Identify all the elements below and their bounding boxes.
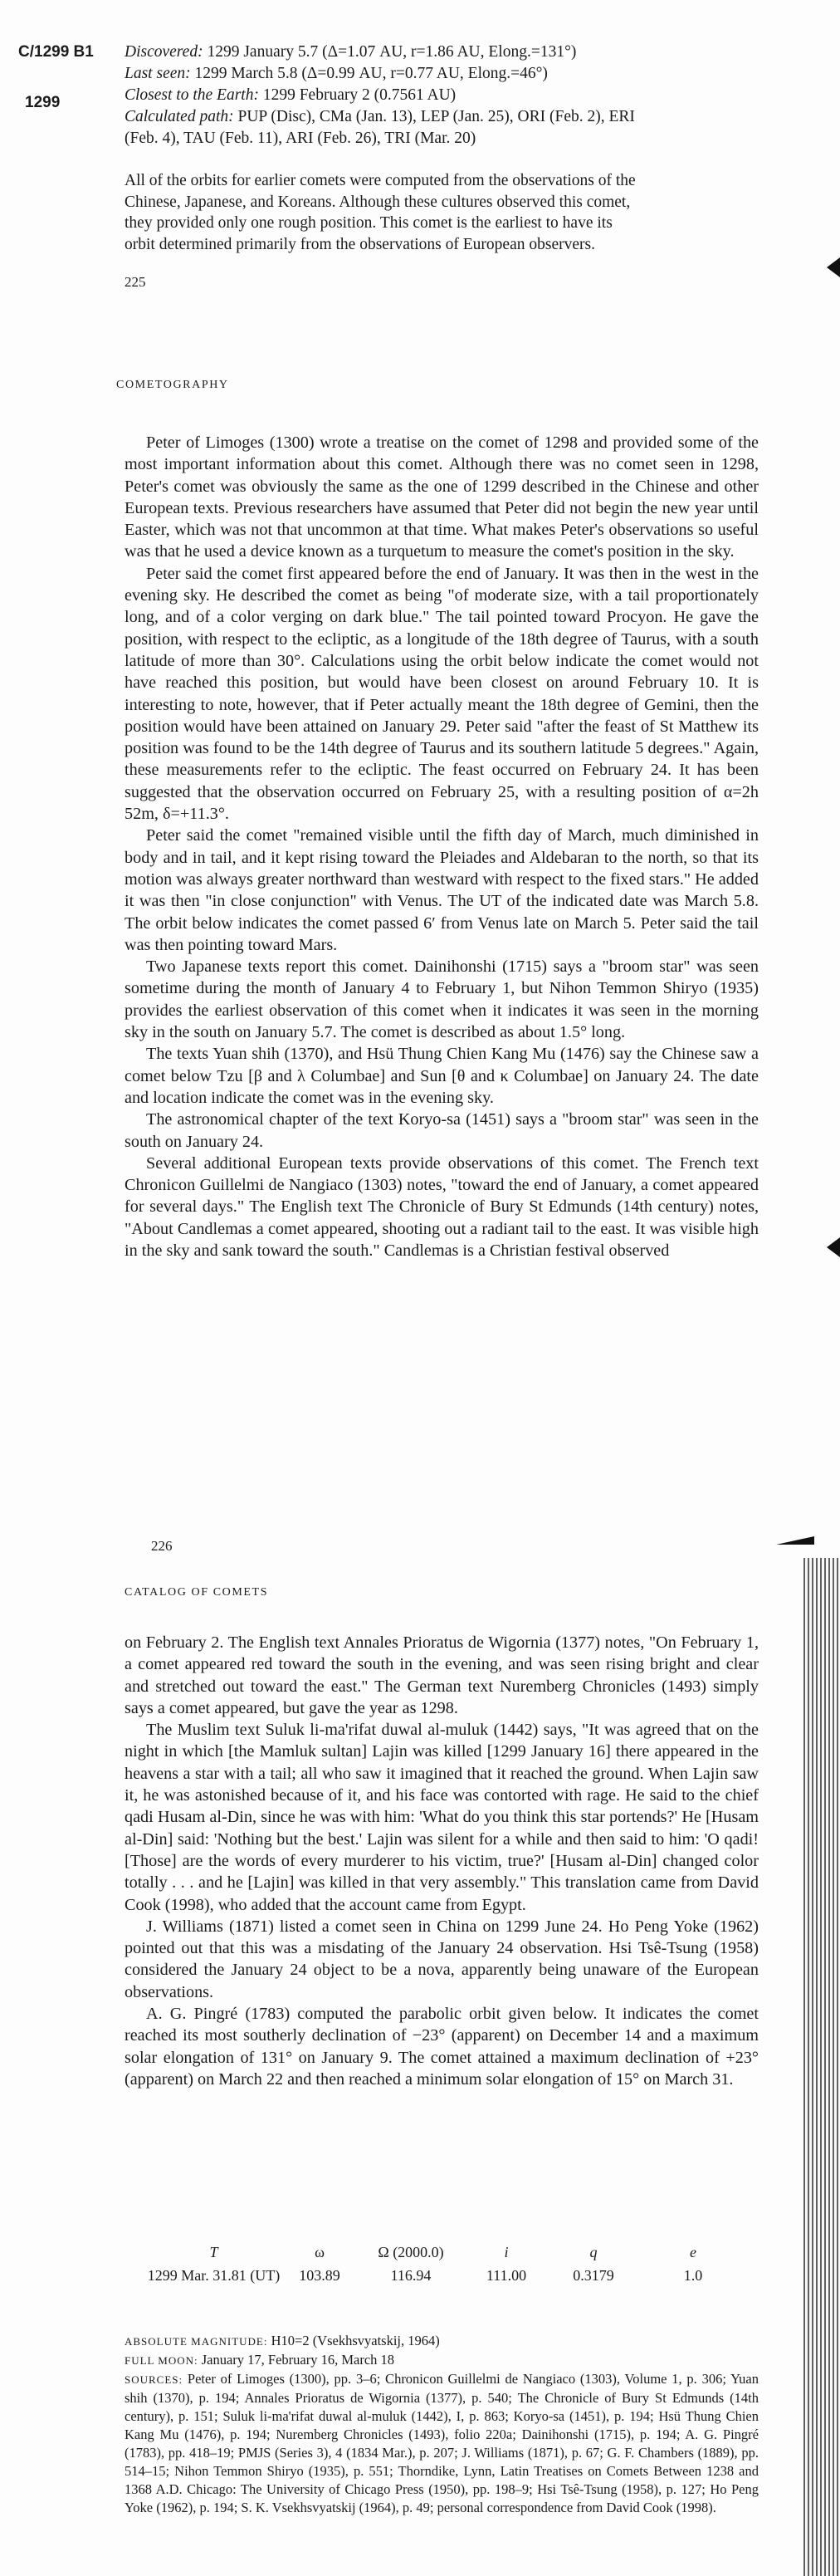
discovered-text: 1299 January 5.7 (Δ=1.07 AU, r=1.86 AU, Elong.=131°) bbox=[207, 43, 577, 61]
orbit-value: 1299 Mar. 31.81 (UT) bbox=[147, 2266, 281, 2284]
path-line bbox=[125, 106, 635, 128]
discovered-line bbox=[125, 42, 635, 63]
body-paragraph: on February 2. The English text Annales Prioratus de Wigornia (1377) notes, "On February 1, a comet appeared red toward the south in the evening, and was seen rising bright and clear and stretched out toward the east." The German text Nuremberg Chronicles (1493) simply says a comet appeared, but gave the year as 1298. bbox=[125, 1633, 759, 1717]
body-paragraph: A. G. Pingré (1783) computed the parabolic orbit given below. It indicates the comet reached its most southerly declination of −23° (apparent) on December 14 and a maximum solar elongation of 131° on January 9. The comet attained a maximum declination of +23° (apparent) on March 22 and then reached a minimum solar elongation of 15° on March 31. bbox=[125, 2005, 759, 2089]
body-paragraph: The texts Yuan shih (1370), and Hsü Thung Chien Kang Mu (1476) say the Chinese saw a comet below Tzu [β and λ Columbae] and Sun [θ and κ Columbae] on January 24. The date and location indicate the comet was in the evening sky. bbox=[125, 1045, 759, 1107]
comet-designation: C/1299 B1 bbox=[18, 43, 94, 61]
closest-line bbox=[125, 85, 635, 106]
orbit-value: 1.0 bbox=[683, 2266, 703, 2284]
orbit-value: 103.89 bbox=[299, 2266, 340, 2284]
body-paragraph: Peter of Limoges (1300) wrote a treatise on the comet of 1298 and provided some of the most important information about this comet. Although there was no comet seen in 1298, Peter's comet was obviously the same as the one of 1299 described in the Chinese and other European texts. Previous researchers have assumed that Peter did not begin the new year until Easter, which was not that uncommon at that time. What makes Peter's observations so useful was that he used a device known as a turquetum to measure the comet's position in the sky. bbox=[125, 433, 759, 561]
sources-note bbox=[125, 2370, 759, 2517]
intro-line: All of the orbits for earlier comets were computed from the observations of the bbox=[125, 172, 636, 189]
running-head: CATALOG OF COMETS bbox=[125, 1586, 269, 1599]
note-label: ABSOLUTE MAGNITUDE: bbox=[125, 2335, 268, 2348]
last-seen-label: Last seen: bbox=[125, 65, 191, 82]
note-text: January 17, February 16, March 18 bbox=[201, 2352, 395, 2368]
scan-edge-marker bbox=[827, 1237, 840, 1257]
orbit-header: T bbox=[209, 2244, 218, 2260]
orbit-header: q bbox=[589, 2244, 598, 2260]
orbit-header: ω bbox=[315, 2244, 325, 2260]
orbit-header: e bbox=[690, 2244, 696, 2260]
body-paragraph: J. Williams (1871) listed a comet seen in China on 1299 June 24. Ho Peng Yoke (1962) pointed out that this was a misdating of the January 24 observation. Hsi Tsê-Tsung (1958) considered the January 24 object to be a nova, apparently being unaware of the European observations. bbox=[125, 1917, 759, 2001]
comet-year: 1299 bbox=[25, 94, 61, 111]
page-number: 226 bbox=[151, 1538, 173, 1554]
closest-text: 1299 February 2 (0.7561 AU) bbox=[262, 86, 457, 104]
body-paragraph: The astronomical chapter of the text Koryo-sa (1451) says a "broom star" was seen in the south on January 24. bbox=[125, 1110, 759, 1151]
comet-header-block bbox=[125, 42, 635, 149]
note-label: FULL MOON: bbox=[125, 2354, 198, 2367]
running-head: COMETOGRAPHY bbox=[116, 379, 229, 391]
last-seen-text: 1299 March 5.8 (Δ=0.99 AU, r=0.77 AU, Elong.=46°) bbox=[194, 65, 548, 82]
scan-edge-marker bbox=[776, 1536, 814, 1545]
body-paragraph: Peter said the comet "remained visible until the fifth day of March, much diminished in body and in tail, and it kept rising toward the Pleiades and Aldebaran to the north, so that its motion was always greater northward than westward with respect to the fixed stars." He added it was then "in close conjunction" with Venus. The UT of the indicated date was March 5.8. The orbit below indicates the comet passed 6′ from Venus late on March 5. Peter said the tail was then pointing toward Mars. bbox=[125, 826, 759, 954]
orbit-table bbox=[145, 2244, 747, 2290]
orbit-value-row bbox=[145, 2261, 747, 2290]
intro-line: they provided only one rough position. This comet is the earliest to have its bbox=[125, 214, 613, 232]
path-label: Calculated path: bbox=[125, 108, 234, 125]
orbit-value: 0.3179 bbox=[573, 2266, 614, 2284]
note-label: SOURCES: bbox=[125, 2373, 183, 2386]
page-225-body bbox=[125, 432, 759, 1261]
note-text: Peter of Limoges (1300), pp. 3–6; Chronicon Guillelmi de Nangiaco (1303), Volume 1, p. 306; Yuan shih (1370), p. 194; Annales Prioratus de Wigornia (1377), p. 540; The Chronicle of Bury St Edmunds (14th century), p. 151; Suluk li-ma'rifat duwal al-muluk (1442), I, p. 863; Koryo-sa (1451), p. 194; Hsü Thung Chien Kang Mu (1476), p. 194; Nuremberg Chronicles (1493), folio 220a; Dainihonshi (1715), p. 194; A. G. Pingré (1783), pp. 418–19; PMJS (Series 3), 4 (1834 Mar.), p. 207; J. Williams (1871), p. 67; G. F. Chambers (1889), pp. 514–15; Nihon Temmon Shiryo (1935), p. 551; Thorndike, Lynn, Latin Treatises on Comets Between 1238 and 1368 A.D. Chicago: The University of Chicago Press (1950), pp. 198–9; Hsi Tsê-Tsung (1958), p. 127; Ho Peng Yoke (1962), p. 194; S. K. Vsekhsvyatskij (1964), p. 49; personal correspondence from David Cook (1998). bbox=[125, 2371, 759, 2515]
page-number: 225 bbox=[125, 274, 146, 290]
notes-block bbox=[125, 2332, 759, 2517]
scan-edge-marker bbox=[827, 257, 840, 277]
note-text: H10=2 (Vsekhsvyatskij, 1964) bbox=[271, 2333, 440, 2348]
absolute-magnitude-note bbox=[125, 2332, 759, 2351]
intro-line: Chinese, Japanese, and Koreans. Although these cultures observed this comet, bbox=[125, 193, 631, 211]
orbit-header: i bbox=[504, 2244, 509, 2260]
intro-paragraph bbox=[125, 170, 755, 255]
path-line-2: (Feb. 4), TAU (Feb. 11), ARI (Feb. 26), TRI (Mar. 20) bbox=[125, 130, 476, 147]
orbit-value: 111.00 bbox=[486, 2266, 527, 2284]
orbit-header-row bbox=[145, 2244, 747, 2261]
body-paragraph: The Muslim text Suluk li-ma'rifat duwal al-muluk (1442) says, "It was agreed that on the night in which [the Mamluk sultan] Lajin was killed [1299 January 16] there appeared in the heavens a star with a tail; all who saw it imagined that it reached the ground. When Lajin saw it, he was astonished because of it, and his face was contorted with rage. He said to the chief qadi Husam al-Din, since he was with him: 'What do you think this star portends?' He [Husam al-Din] said: 'Nothing but the best.' Lajin was silent for a while and then said to him: 'O qadi! [Those] are the words of every murderer to his victim, true?' [Husam al-Din] changed color totally . . . and he [Lajin] was killed in that very assembly." This translation came from David Cook (1998), who added that the account came from Egypt. bbox=[125, 1721, 759, 1914]
path-text-1: PUP (Disc), CMa (Jan. 13), LEP (Jan. 25), ORI (Feb. 2), ERI bbox=[237, 108, 635, 125]
discovered-label: Discovered: bbox=[125, 43, 203, 61]
last-seen-line bbox=[125, 63, 635, 85]
scan-edge-shadow bbox=[803, 1558, 840, 2576]
full-moon-note bbox=[125, 2351, 759, 2370]
intro-line: orbit determined primarily from the observations of European observers. bbox=[125, 235, 595, 253]
body-paragraph: Several additional European texts provide observations of this comet. The French text Chronicon Guillelmi de Nangiaco (1303) notes, "toward the end of January, a comet appeared for several days." The English text The Chronicle of Bury St Edmunds (14th century) notes, "About Candlemas a comet appeared, shooting out a radiant tail to the east. It was visible high in the sky and sank toward the south." Candlemas is a Christian festival observed bbox=[125, 1153, 759, 1260]
orbit-value: 116.94 bbox=[390, 2266, 432, 2284]
closest-label: Closest to the Earth: bbox=[125, 86, 259, 104]
body-paragraph: Two Japanese texts report this comet. Dainihonshi (1715) says a "broom star" was seen sometime during the month of January 4 to February 1, but Nihon Temmon Shiryo (1935) provides the earliest observation of this comet when it indicates it was seen in the morning sky in the south on January 5.7. The comet is described as about 1.5° long. bbox=[125, 957, 759, 1042]
page-226-body bbox=[125, 1632, 759, 2090]
orbit-header: Ω (2000.0) bbox=[378, 2244, 444, 2260]
body-paragraph: Peter said the comet first appeared before the end of January. It was then in the west in the evening sky. He described the comet as being "of moderate size, with a tail proportionately long, and of a color verging on dark blue." The tail pointed toward Procyon. He gave the position, with respect to the ecliptic, as a longitude of the 18th degree of Taurus, with a south latitude of more than 30°. Calculations using the orbit below indicate the comet would not have reached this position, but would have been closest on around February 10. It is interesting to note, however, that if Peter actually meant the 18th degree of Gemini, then the position would have been attained on January 29. Peter said "after the feast of St Matthew its position was found to be the 14th degree of Taurus and its southern latitude 5 degrees." Again, these measurements refer to the ecliptic. The feast occurred on February 24. It has been suggested that the observation occurred on February 25, with a resulting position of α=2h 52m, δ=+11.3°. bbox=[125, 564, 759, 824]
